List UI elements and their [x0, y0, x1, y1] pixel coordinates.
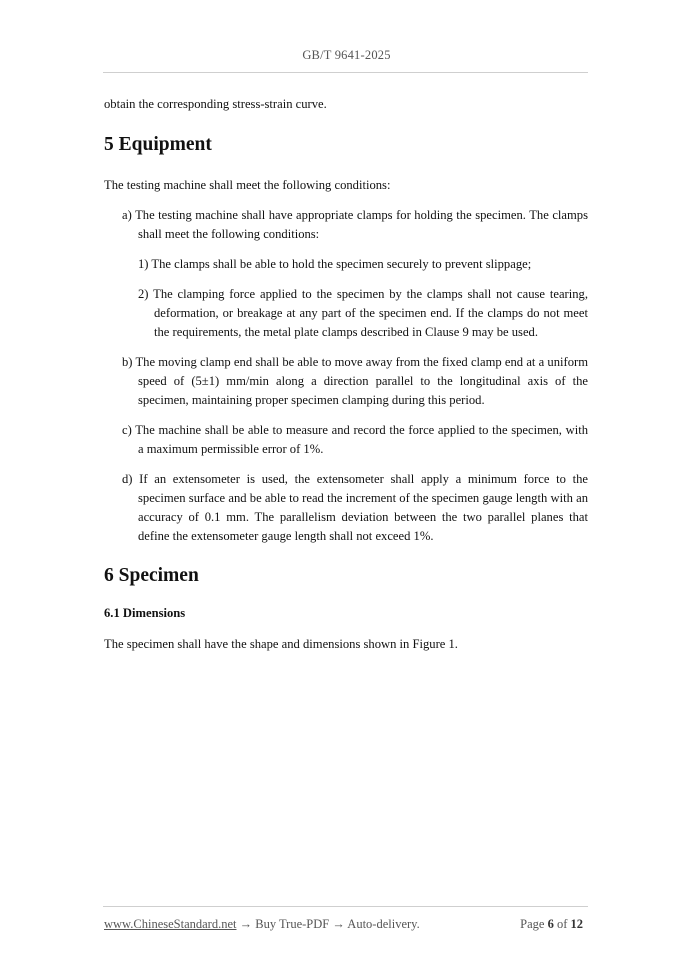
list-item-b: b) The moving clamp end shall be able to move away from the fixed clamp end at a uniform speed of (5±1) mm/min along a direction parallel to the longitudinal axis of the specimen, maintaining proper specimen clamping during this period. [122, 355, 588, 407]
page-word: Page [520, 917, 545, 931]
subsection-6-1-heading: 6.1 Dimensions [104, 606, 186, 620]
of-word: of [556, 917, 568, 931]
list-item-d: d) If an extensometer is used, the extensometer shall apply a minimum force to the specimen surface and be able to read the increment of the specimen gauge length with an accuracy of 0.1 mm. The parallelism deviation between the two parallel planes that define the extensometer gauge length shall not exceed 1%. [122, 472, 588, 543]
section-6-text: The specimen shall have the shape and dimensions shown in Figure 1. [104, 637, 458, 651]
section-6-heading: 6 Specimen [104, 565, 199, 586]
list-item-a2: 2) The clamping force applied to the specimen by the clamps shall not cause tearing, deformation, or breakage at any part of the specimen end. If the clamps do not meet the requirements, the metal plate clamps described in Clause 9 may be used. [138, 287, 588, 339]
intro-continuation: obtain the corresponding stress-strain curve. [104, 97, 327, 111]
current-page-number: 6 [547, 917, 554, 931]
footer-site-link[interactable]: www.ChineseStandard.net [104, 917, 237, 931]
page-number-indicator [520, 917, 583, 932]
page-header: GB/T 9641-2025 [302, 48, 391, 62]
page-content [104, 95, 588, 654]
list-item-a: a) The testing machine shall have appropriate clamps for holding the specimen. The clamps shall meet the following conditions: [122, 208, 588, 241]
header-divider [103, 72, 588, 73]
footer-promo-text: → Buy True-PDF → Auto-delivery. [236, 917, 420, 931]
section-5-lead: The testing machine shall meet the following conditions: [104, 178, 391, 192]
section-5-heading: 5 Equipment [104, 134, 212, 155]
footer-promo [104, 917, 420, 932]
total-page-count: 12 [570, 917, 583, 931]
list-item-c: c) The machine shall be able to measure and record the force applied to the specimen, with a maximum permissible error of 1%. [122, 423, 588, 456]
list-item-a1: 1) The clamps shall be able to hold the specimen securely to prevent slippage; [138, 257, 532, 271]
footer-divider [103, 906, 588, 907]
